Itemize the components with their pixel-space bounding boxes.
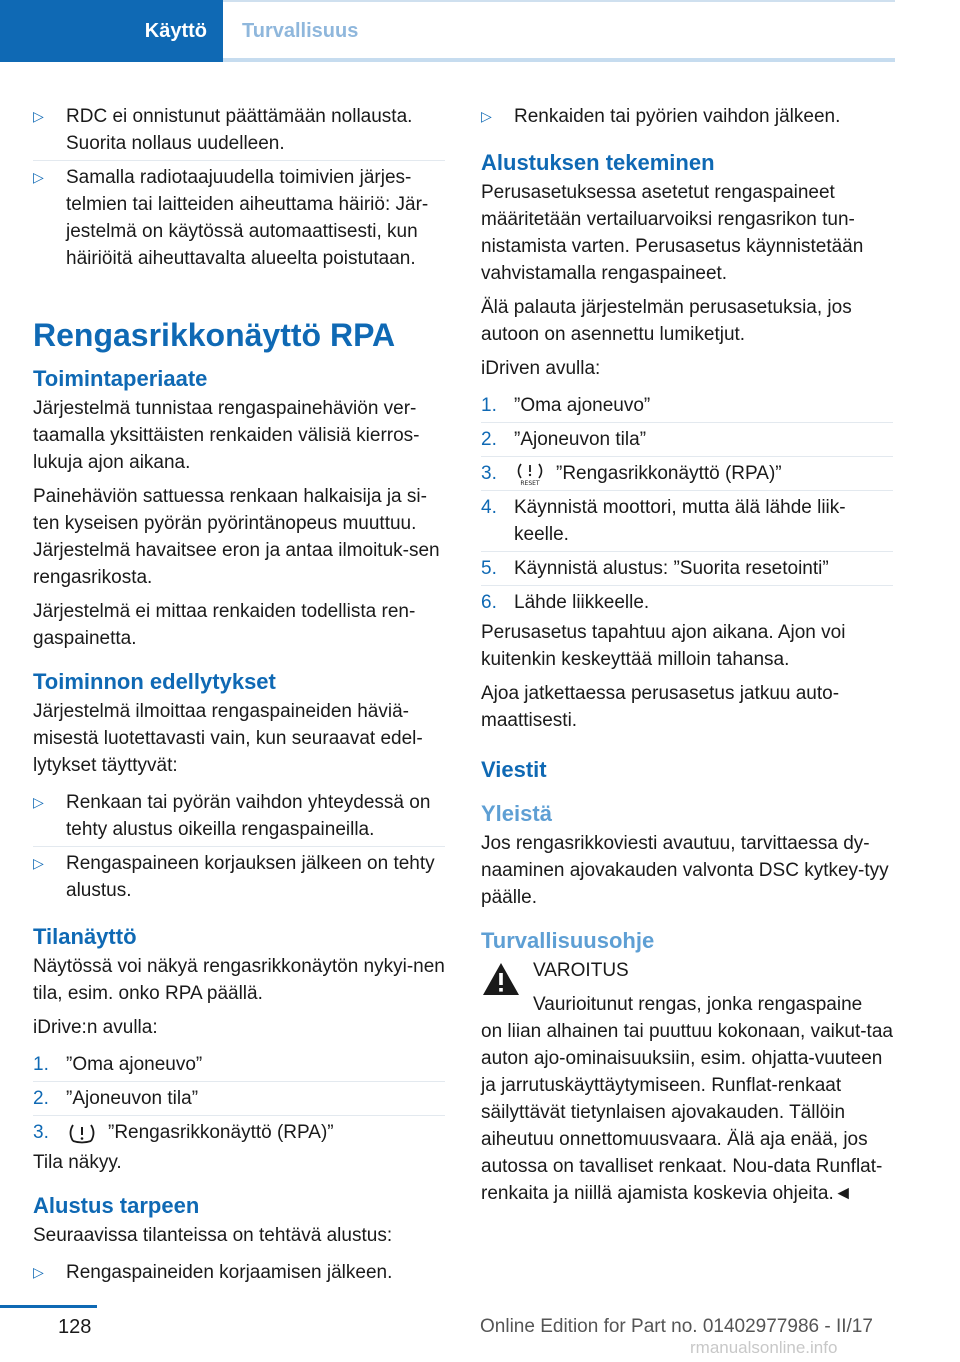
bullet-text: Renkaan tai pyörän vaihdon yhteydessä on tehty alustus oikeilla rengaspaineilla. (66, 792, 431, 840)
bullet-item (33, 100, 445, 160)
bullet-text: Samalla radiotaajuudella toimivien järjes-telmien tai laitteiden aiheuttama häiriö: Jär-jestelmä on käytössä automaattisesti, kun häiriöitä aiheuttavalta alueelta poistutaan. (66, 167, 429, 269)
warning-first-line: Vaurioitunut rengas, jonka rengaspaine (533, 994, 863, 1015)
paragraph: Tila näkyy. (33, 1152, 122, 1173)
paragraph: Näytössä voi näkyä rengasrikkonäytön nykyi-nen tila, esim. onko RPA päällä. (33, 956, 445, 1004)
bullet-arrow-icon: ▷ (33, 169, 44, 185)
paragraph: Järjestelmä tunnistaa rengaspainehäviön ver-taamalla yksittäisten renkaiden välisiä kierros-lukuja ajon aikana. (33, 398, 420, 473)
paragraph: iDrive:n avulla: (33, 1017, 158, 1038)
list-item (481, 456, 893, 490)
tab-kaytto[interactable]: Käyttö (0, 0, 223, 62)
tire-reset-icon (514, 462, 546, 486)
list-item (33, 1081, 445, 1115)
paragraph: Perusasetus tapahtuu ajon aikana. Ajon voi kuitenkin keskeyttää milloin tahansa. (481, 622, 846, 670)
footer-edition: Online Edition for Part no. 01402977986 - II/17 (480, 1316, 873, 1337)
subsection-title: Toimintaperiaate (33, 366, 208, 391)
paragraph: Järjestelmä ilmoittaa rengaspaineiden häviä-misestä luotettavasti vain, kun seuraavat edel-lytykset täyttyvät: (33, 701, 423, 776)
section-title: Rengasrikkonäyttö RPA (33, 317, 396, 353)
tire-warning-icon (66, 1122, 98, 1144)
paragraph: Ajoa jatkettaessa perusasetus jatkuu auto-maattisesti. (481, 683, 840, 731)
subsection-title: Tilanäyttö (33, 924, 137, 949)
list-number: 3. (33, 1122, 49, 1143)
list-text: ”Oma ajoneuvo” (66, 1054, 203, 1075)
subsection-title: Toiminnon edellytykset (33, 669, 276, 694)
list-text: ”Rengasrikkonäyttö (RPA)” (108, 1122, 334, 1143)
list-text-with-icon (514, 460, 893, 487)
paragraph: iDriven avulla: (481, 358, 601, 379)
warning-block (481, 957, 893, 1018)
bullet-item (33, 160, 445, 275)
list-text: Lähde liikkeelle. (514, 592, 650, 613)
list-item (33, 1048, 445, 1081)
bullet-arrow-icon: ▷ (33, 794, 44, 810)
bullet-text: Rengaspaineen korjauksen jälkeen on tehty alustus. (66, 853, 435, 901)
list-number: 2. (33, 1088, 49, 1109)
subsection-title: Alustuksen tekeminen (481, 150, 715, 175)
subsection-subtitle: Yleistä (481, 801, 552, 826)
bullet-item (33, 1256, 445, 1289)
reset-icon-label: RESET (520, 479, 540, 486)
bullet-item (33, 846, 445, 907)
list-text-with-icon (66, 1119, 445, 1146)
warning-label: VAROITUS (533, 960, 629, 981)
paragraph: Jos rengasrikkoviesti avautuu, tarvittaessa dy-naaminen ajovakauden valvonta DSC kytkey-tyy päälle. (481, 833, 889, 908)
list-item (481, 551, 893, 585)
subsection-title: Viestit (481, 757, 547, 782)
subsection-subtitle: Turvallisuusohje (481, 928, 655, 953)
paragraph: Älä palauta järjestelmän perusasetuksia, jos autoon on asennettu lumiketjut. (481, 297, 852, 345)
list-text: Käynnistä moottori, mutta älä lähde liik-keelle. (514, 497, 846, 545)
list-item (33, 1115, 445, 1149)
list-item (481, 585, 893, 619)
paragraph: Perusasetuksessa asetetut rengaspaineet määritetään vertailuarvoiksi rengasrikon tun-nistamista varten. Perusasetus käynnistetään vahvistamalla rengaspaineet. (481, 182, 864, 284)
list-number: 2. (481, 429, 497, 450)
bullet-item (33, 786, 445, 846)
list-item (481, 389, 893, 422)
paragraph: Seuraavissa tilanteissa on tehtävä alustus: (33, 1225, 393, 1246)
list-text: ”Oma ajoneuvo” (514, 395, 651, 416)
right-column (481, 100, 893, 1214)
footer-line (0, 1305, 97, 1308)
tab-turvallisuus[interactable]: Turvallisuus (242, 20, 359, 42)
bullet-arrow-icon: ▷ (481, 108, 492, 124)
warning-text: on liian alhainen tai puuttuu kokonaan, vaikut-taa auton ajo-ominaisuuksiin, esim. ohjatta-vuuteen ja jarrutuskäyttäytymiseen. Runflat-renkaat säilyttävät tietynlaisen ajovakauden. Tällöin aiheutuu onnettomuusvaara. Älä aja enää, jos autossa on tavalliset renkaat. Nou-data Runflat-renkaita ja niillä ajamista koskevia ohjeita.◄ (481, 1021, 893, 1204)
bullet-text: Rengaspaineiden korjaamisen jälkeen. (66, 1262, 393, 1283)
bullet-arrow-icon: ▷ (33, 108, 44, 124)
list-text: ”Rengasrikkonäyttö (RPA)” (556, 463, 782, 484)
list-number: 1. (33, 1054, 49, 1075)
watermark: rmanualsonline.info (690, 1338, 838, 1357)
bullet-arrow-icon: ▷ (33, 1264, 44, 1280)
bullet-arrow-icon: ▷ (33, 855, 44, 871)
list-item (481, 422, 893, 456)
bullet-item (481, 100, 893, 133)
list-text: ”Ajoneuvon tila” (66, 1088, 199, 1109)
list-number: 6. (481, 592, 497, 613)
list-number: 4. (481, 497, 497, 518)
list-item (481, 490, 893, 551)
list-text: Käynnistä alustus: ”Suorita resetointi” (514, 558, 829, 579)
left-column (33, 100, 445, 1289)
bullet-text: Renkaiden tai pyörien vaihdon jälkeen. (514, 106, 841, 127)
list-text: ”Ajoneuvon tila” (514, 429, 647, 450)
list-number: 5. (481, 558, 497, 579)
paragraph: Painehäviön sattuessa renkaan halkaisija ja si-ten kyseisen pyörän pyörintänopeus muuttuu. Järjestelmä havaitsee eron ja antaa ilmoituk-sen rengasrikosta. (33, 486, 440, 588)
paragraph: Järjestelmä ei mittaa renkaiden todellista ren-gaspainetta. (33, 601, 416, 649)
warning-triangle-icon (481, 961, 521, 997)
bullet-text: RDC ei onnistunut päättämään nollausta. Suorita nollaus uudelleen. (66, 106, 413, 154)
list-number: 3. (481, 463, 497, 484)
header-bar (0, 0, 895, 60)
list-number: 1. (481, 395, 497, 416)
page-number: 128 (58, 1316, 92, 1338)
subsection-title: Alustus tarpeen (33, 1193, 200, 1218)
